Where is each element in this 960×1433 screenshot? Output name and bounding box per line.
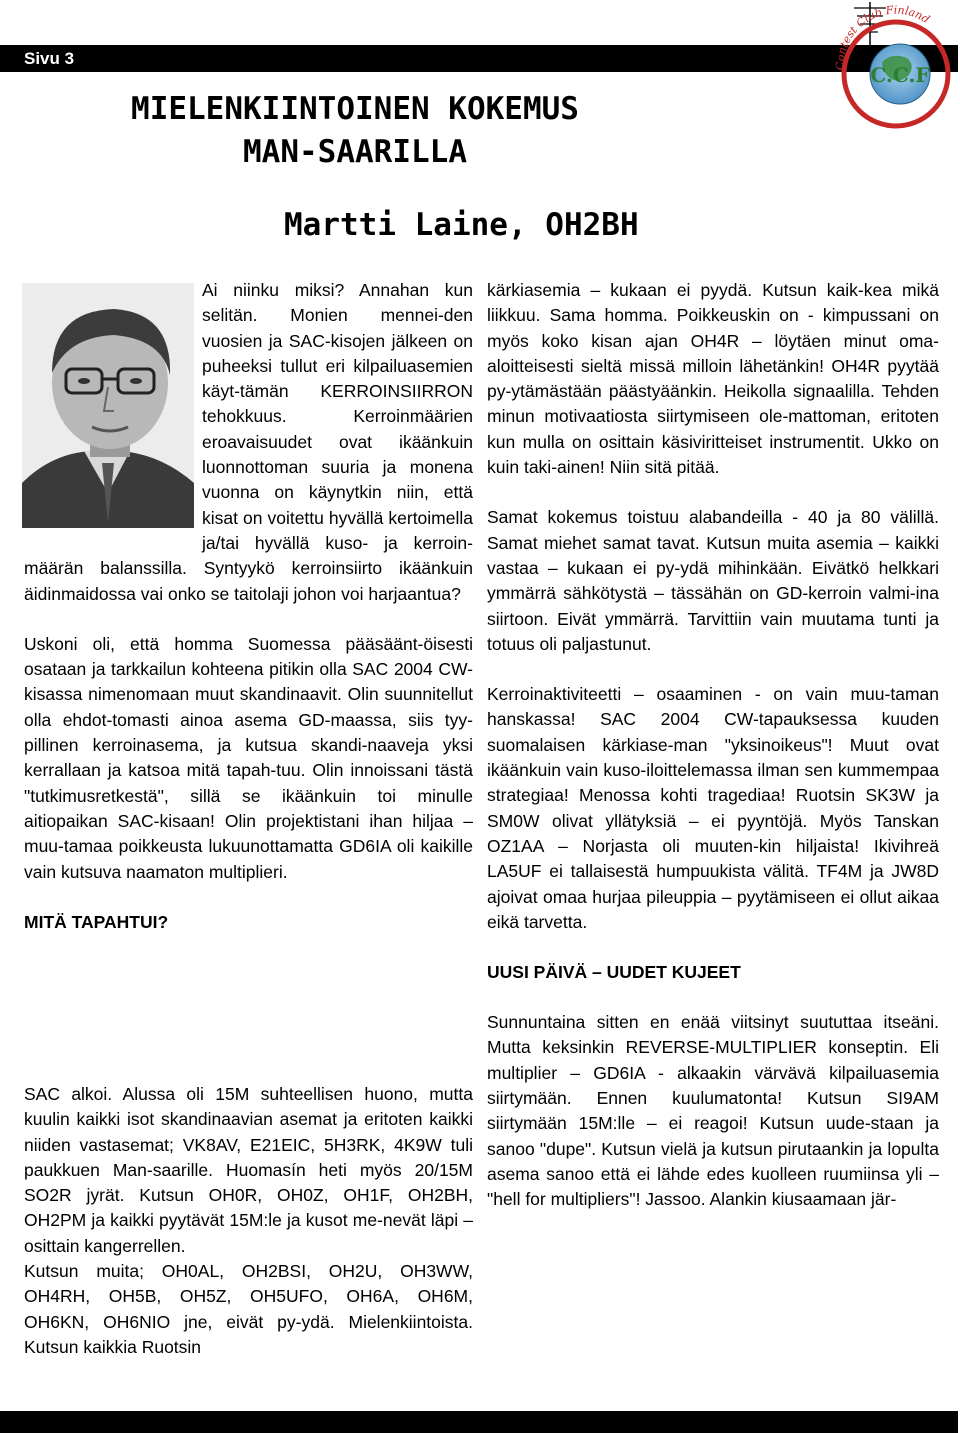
paragraph-sunday: Sunnuntaina sitten en enää viitsinyt suututtaa itseäni. Mutta keksinkin REVERSE-MULTIPLIER konseptin. Eli multiplier – GD6IA - alkaakin värvävä kilpailuasemia siirtymään. Ennen kuulumatonta! Kutsun SI9AM siirtymään 15M:lle – ei reagoi! Kutsun uude-staan ja sanoo "dupe". Kutsun vielä ja kutsun pirutaankin ja lopulta asema sanoo että ei lähde edes kuolleen ruumiinsa yli – "hell for multipliers"! Jassoo. Alankin kiusaamaan jär- <box>487 1012 939 1210</box>
intro-paragraph: Ai niinku miksi? Annahan kun selitän. Monien mennei-den vuosien ja SAC-kisojen jälkeen on puheeksi tullut eri kilpailuasemien käyt-tämän KERROINSIIRRON tehokkuus. Kerroinmäärien eroavaisuudet ovat ikäänkuin luonnottoman suuria ja monena vuonna on käynytkin niin, että kisat on voitettu hyvällä kertoimella ja/tai hyvällä kuso- ja kerroin-määrän balanssilla. Syntyykö kerroinsiirto ikäänkuin äidinmaidossa vai onko se taitolaji johon voi harjaantua? <box>24 280 473 604</box>
title-line-1: MIELENKIINTOINEN KOKEMUS <box>131 91 579 127</box>
paragraph-sac-start: SAC alkoi. Alussa oli 15M suhteellisen huono, mutta kuulin kaikki isot skandinaavian asemat ja eritoten kaikki niiden vastasemat; VK8AV, E21EIC, 5H3RK, 4K9W tuli paukkuen Man-saarille. Huomasín heti myös 20/15M SO2R jyrät. Kutsun OH0R, OH0Z, OH1F, OH2BH, OH2PM ja kaikki pyytävät 15M:le ja kusot me-nevät läpi – osittain kangerrellen. <box>24 1084 473 1256</box>
logo-text: C.C.F <box>870 63 930 87</box>
right-column <box>487 278 939 1213</box>
paragraph-calls: Kutsun muita; OH0AL, OH2BSI, OH2U, OH3WW, OH4RH, OH5B, OH5Z, OH5UFO, OH6A, OH6M, OH6KN, OH6NIO jne, eivät py-ydä. Mielenkiintoista. Kutsun kaikkia Ruotsin <box>24 1261 473 1357</box>
article-title <box>130 88 580 174</box>
title-line-2: MAN-SAARILLA <box>243 134 467 170</box>
photo-space <box>24 278 202 532</box>
paragraph-low-bands: Samat kokemus toistuu alabandeilla - 40 ja 80 välillä. Samat miehet samat tavat. Kutsun muita asemia – kaikki vastaa – kukaan ei py-ydä mihinkään. Eivätkö helkkari ymmärrä sähkötystä – tässähän on GD-kerroin valmi-ina siirtoon. Eivät ymmärrä. Tarvittiin vain muutama tunti ja totuus oli paljastunut. <box>487 507 939 654</box>
club-logo <box>812 0 960 132</box>
paragraph-expectations: Uskoni oli, että homma Suomessa pääsäänt-öisesti osataan ja tarkkailun kohteena pitikin olla SAC 2004 CW-kisassa nimenomaan muut skandinaavit. Olin suunnitellut olla ehdot-tomasti ainoa asema GD-maassa, siis tyy-pillinen kerroinasema, ja kutsua skandi-naaveja yksi kerrallaan ja katsoa mitä tapah-tuu. Olin innoissani tästä "tutkimusretkestä", sillä se ikäänkuin toi minulle aitiopaikan SAC-kisaan! Olin projektistani ihan hiljaa – muu-tamaa poikkeusta lukuunottamatta GD6IA oli kaikille vain kutsuva naamaton multiplieri. <box>24 633 473 882</box>
left-column-top <box>24 278 473 935</box>
logo-ring-text: Contest Club Finland <box>833 3 932 71</box>
left-column-bottom <box>24 1082 473 1360</box>
article-author: Martti Laine, OH2BH <box>284 207 639 243</box>
footer-bar <box>0 1411 958 1433</box>
paragraph-multiplier-activity: Kerroinaktiviteetti – osaaminen - on vain muu-taman hanskassa! SAC 2004 CW-tapauksessa kuuden suomalaisen kärkiase-man "yksinoikeus"! Muut ovat ikäänkuin vain kuso-iloittelemassa ilman sen kummempaa strategiaa! Menossa kohti tragediaa! Ruotsin SK3W ja SM0W olivat yllätyksiä – ei pyyntöjä. Myös Tanskan OZ1AA – Norjasta oli muuten-kin hiljaista! Ikivihreä LA5UF ei tallaisestä humpuukista välitä. TF4M ja JW8D ajoivat omaa hurjaa pileuppia – pyytämiseen ei ollut aikaa eikä tarvetta. <box>487 684 939 932</box>
page-number: Sivu 3 <box>24 49 75 68</box>
section-heading-uusi-paiva: UUSI PÄIVÄ – UUDET KUJEET <box>487 962 741 983</box>
paragraph-calls-continued: kärkiasemia – kukaan ei pyydä. Kutsun kaik-kea mikä liikkuu. Sama homma. Poikkeuskin on - kimpussani on myös koko kisan ajan OH4R – löytäen minut oma-aloitteisesti sieltä missä milloin lähetänkin! OH4R pyytää py-ytämästään päästyäänkin. Heikolla signaalilla. Tehden minun motivaatiosta siirtymiseen ole-mattoman, eritoten kun mulla on osittain käsiviritteiset instrumentit. Ukko on kuin taki-ainen! Niin sitä pitää. <box>487 280 939 478</box>
section-heading-mita-tapahtui: MITÄ TAPAHTUI? <box>24 911 169 932</box>
